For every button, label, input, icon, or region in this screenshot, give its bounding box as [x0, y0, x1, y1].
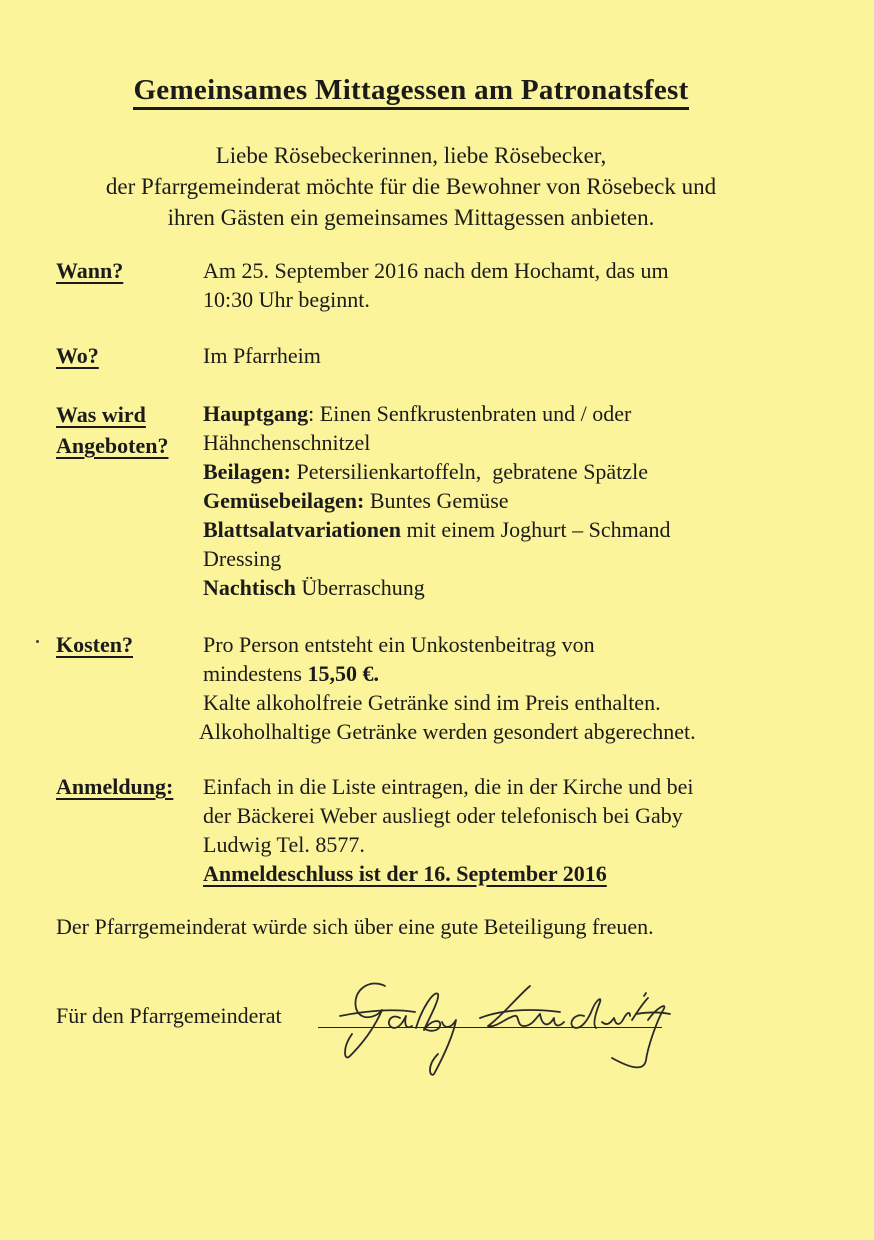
salat-text: mit einem Joghurt – Schmand	[401, 517, 671, 542]
kosten-line	[203, 659, 696, 688]
nachtisch-text: Überraschung	[295, 575, 425, 600]
kosten-line: Kalte alkoholfreie Getränke sind im Preis enthalten.	[203, 690, 661, 715]
closing-text: Der Pfarrgemeinderat würde sich über eine gute Beteiligung freuen.	[56, 914, 654, 939]
intro-line: Liebe Rösebeckerinnen, liebe Rösebecker,	[215, 143, 607, 168]
anmeldung-line: der Bäckerei Weber ausliegt oder telefonisch bei Gaby	[203, 803, 683, 828]
wann-label: Wann?	[56, 258, 124, 283]
wo-text: Im Pfarrheim	[203, 343, 321, 368]
kosten-content	[199, 630, 696, 746]
was-label	[56, 399, 168, 461]
title-text: Gemeinsames Mittagessen am Patronatsfest	[133, 74, 688, 110]
hauptgang-label: Hauptgang	[203, 401, 309, 426]
kosten-line: Alkoholhaltige Getränke werden gesondert abgerechnet.	[199, 719, 696, 744]
menu-salat	[203, 515, 670, 544]
nachtisch-label: Nachtisch	[203, 575, 296, 600]
page-title	[0, 74, 822, 107]
gemuese-text: Buntes Gemüse	[364, 488, 509, 513]
intro-line: der Pfarrgemeinderat möchte für die Bewohner von Rösebeck und	[105, 174, 717, 199]
wo-label: Wo?	[56, 343, 99, 368]
menu-hauptgang-cont: Hähnchenschnitzel	[203, 430, 371, 455]
menu-salat-cont: Dressing	[203, 546, 282, 571]
menu-beilagen	[203, 457, 670, 486]
kosten-label: Kosten?	[56, 632, 133, 657]
kosten-prefix: mindestens	[203, 661, 308, 686]
anmeldung-content	[203, 772, 694, 888]
intro-paragraph	[0, 140, 822, 233]
kosten-line: Pro Person entsteht ein Unkostenbeitrag von	[203, 632, 595, 657]
wann-content	[203, 256, 669, 314]
handwritten-signature	[330, 968, 675, 1078]
anmeldung-line: Ludwig Tel. 8577.	[203, 832, 365, 857]
wann-line: 10:30 Uhr beginnt.	[203, 287, 370, 312]
hauptgang-text: : Einen Senfkrustenbraten und / oder	[308, 401, 632, 426]
signature-label: Für den Pfarrgemeinderat	[56, 1003, 282, 1028]
menu-content	[203, 399, 670, 602]
beilagen-text: Petersilienkartoffeln, gebratene Spätzle	[291, 459, 648, 484]
price: 15,50 €.	[307, 661, 379, 686]
menu-hauptgang	[203, 399, 670, 428]
registration-deadline: Anmeldeschluss ist der 16. September 2016	[203, 861, 607, 886]
scan-speck	[36, 640, 39, 643]
menu-nachtisch	[203, 573, 670, 602]
was-label-line: Angeboten?	[56, 433, 169, 458]
was-label-line: Was wird	[56, 402, 146, 427]
anmeldung-label: Anmeldung:	[56, 774, 174, 799]
intro-line: ihren Gästen ein gemeinsames Mittagessen anbieten.	[167, 205, 655, 230]
menu-gemuese	[203, 486, 670, 515]
salat-label: Blattsalatvariationen	[203, 517, 401, 542]
gemuese-label: Gemüsebeilagen:	[203, 488, 365, 513]
beilagen-label: Beilagen:	[203, 459, 291, 484]
anmeldung-line: Einfach in die Liste eintragen, die in der Kirche und bei	[203, 774, 694, 799]
wo-content	[203, 341, 321, 370]
wann-line: Am 25. September 2016 nach dem Hochamt, das um	[203, 258, 669, 283]
